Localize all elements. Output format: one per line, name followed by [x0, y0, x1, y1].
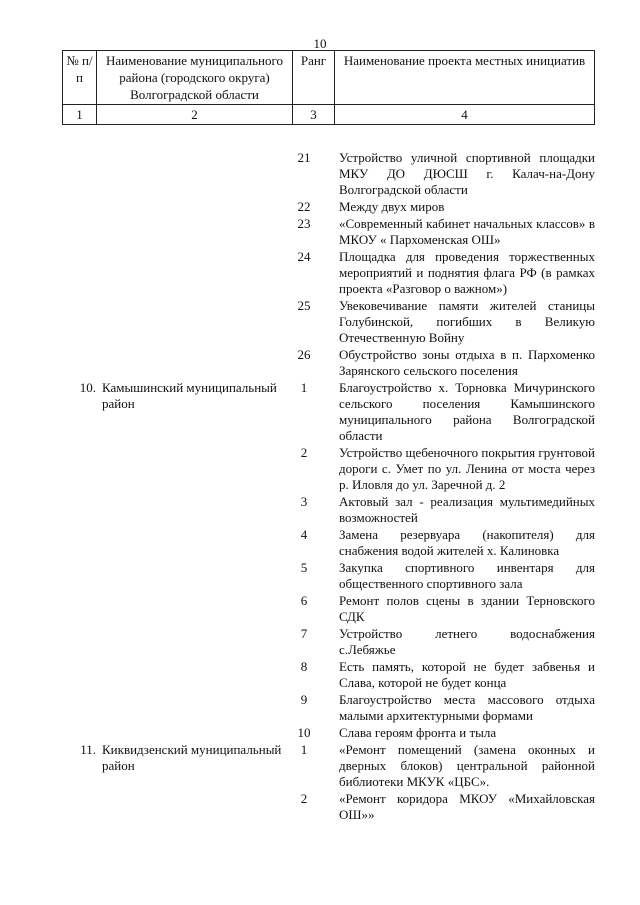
row-project: Между двух миров — [339, 199, 445, 214]
row-rank: 10 — [297, 725, 311, 740]
row-rank: 21 — [297, 150, 311, 165]
row-rank: 2 — [300, 445, 308, 460]
row-rank: 7 — [300, 626, 308, 641]
row-rank: 25 — [297, 298, 311, 313]
row-project: Благоустройство х. Торновка Мичуринского сельского поселения Камышинского муниципального района Волгоградской области — [339, 380, 595, 443]
row-project: Обустройство зоны отдыха в п. Пархоменко Зарянского сельского поселения — [339, 347, 595, 378]
table-row — [0, 380, 640, 444]
row-num: 10. — [79, 380, 96, 395]
row-rank: 23 — [297, 216, 311, 231]
row-district: Камышинский муниципальный район — [102, 380, 277, 411]
row-project: Есть память, которой не будет забвенья и Слава, которой не будет конца — [339, 659, 595, 690]
header-row — [63, 51, 595, 105]
row-project: «Современный кабинет начальных классов» в МКОУ « Пархоменская ОШ» — [339, 216, 595, 247]
index-3: 3 — [293, 105, 335, 125]
table-row — [0, 659, 640, 691]
row-rank: 1 — [300, 742, 308, 757]
index-4: 4 — [335, 105, 595, 125]
row-project: Ремонт полов сцены в здании Терновского СДК — [339, 593, 595, 624]
table-row — [0, 347, 640, 379]
index-2: 2 — [97, 105, 293, 125]
table-row — [0, 494, 640, 526]
row-project: Актовый зал - реализация мультимедийных возможностей — [339, 494, 595, 525]
table-row — [0, 742, 640, 790]
header-district: Наименование муниципального района (городского округа) Волгоградской области — [97, 51, 293, 105]
row-rank: 1 — [300, 380, 308, 395]
table-row — [0, 725, 640, 741]
row-project: Слава героям фронта и тыла — [339, 725, 497, 740]
row-project: Устройство летнего водоснабжения с.Лебяжье — [339, 626, 595, 657]
row-project: Устройство уличной спортивной площадки МКУ ДО ДЮСШ г. Калач-на-Дону Волгоградской области — [339, 150, 595, 197]
index-row — [63, 105, 595, 125]
header-num: № п/п — [63, 51, 97, 105]
row-project: Замена резервуара (накопителя) для снабжения водой жителей х. Калиновка — [339, 527, 595, 558]
table-row — [0, 692, 640, 724]
table-row — [0, 298, 640, 346]
row-rank: 22 — [297, 199, 311, 214]
page-number: 10 — [313, 36, 327, 51]
table-body — [0, 150, 640, 824]
row-project: Площадка для проведения торжественных мероприятий и поднятия флага РФ (в рамках проекта «Разговор о важном») — [339, 249, 595, 296]
index-1: 1 — [63, 105, 97, 125]
row-num: 11. — [80, 742, 96, 757]
row-rank: 2 — [300, 791, 308, 806]
row-rank: 26 — [297, 347, 311, 362]
table-row — [0, 626, 640, 658]
row-rank: 4 — [300, 527, 308, 542]
header-rank: Ранг — [293, 51, 335, 105]
table-row — [0, 445, 640, 493]
row-rank: 24 — [297, 249, 311, 264]
row-rank: 3 — [300, 494, 308, 509]
row-project: «Ремонт коридора МКОУ «Михайловская ОШ»» — [339, 791, 595, 822]
table-row — [0, 593, 640, 625]
row-district: Киквидзенский муниципальный район — [102, 742, 282, 773]
row-project: Благоустройство места массового отдыха малыми архитектурными формами — [339, 692, 595, 723]
table-row — [0, 527, 640, 559]
row-rank: 5 — [300, 560, 308, 575]
table-row — [0, 199, 640, 215]
row-rank: 8 — [300, 659, 308, 674]
table-row — [0, 216, 640, 248]
table-row — [0, 249, 640, 297]
table-row — [0, 150, 640, 198]
row-project: Устройство щебеночного покрытия грунтовой дороги с. Умет по ул. Ленина от моста через р. Иловля до ул. Заречной д. 2 — [339, 445, 595, 492]
table-header — [62, 50, 595, 125]
row-project: Закупка спортивного инвентаря для общественного спортивного зала — [339, 560, 595, 591]
header-project: Наименование проекта местных инициатив — [335, 51, 595, 105]
table-row — [0, 560, 640, 592]
row-rank: 9 — [300, 692, 308, 707]
row-rank: 6 — [300, 593, 308, 608]
table-row — [0, 791, 640, 823]
row-project: «Ремонт помещений (замена оконных и дверных блоков) центральной районной библиотеки МКУК «ЦБС». — [339, 742, 595, 789]
row-project: Увековечивание памяти жителей станицы Голубинской, погибших в Великую Отечественную Войну — [339, 298, 595, 345]
